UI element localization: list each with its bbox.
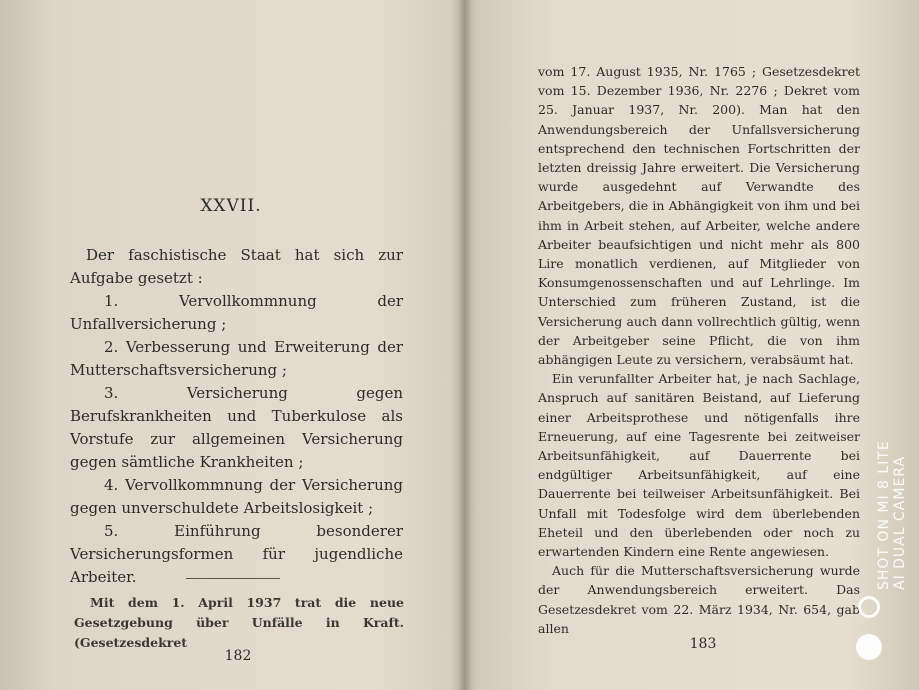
chapter-heading: XXVII. xyxy=(200,196,262,216)
camera-dot-icon xyxy=(856,634,882,660)
list-item: 1. Vervollkommnung der Unfallversicherung ; xyxy=(70,292,403,333)
list-item: 5. Einführung besonderer Versicherungsformen für jugendliche Arbeiter. xyxy=(70,522,403,586)
body-paragraph: vom 17. August 1935, Nr. 1765 ; Gesetzesdekret vom 15. Dezember 1936, Nr. 2276 ; Dekret vom 25. Januar 1937, Nr. 200). Man hat den Anwendungsbereich der Unfallsversicherung entsprechend den technischen Fortschritten der letzten dreissig Jahre erweitert. Die Versicherung wurde ausgedehnt auf Verwandte des Arbeitgebers, die in Abhängigkeit von ihm und bei ihm in Arbeit stehen, auf Arbeiter, welche andere Arbeiter beaufsichtigen und nicht mehr als 800 Lire monatlich verdienen, auf Mitglieder von Konsumgenossenschaften und auf Lehrlinge. Im Unterschied zum früheren Zustand, ist die Versicherung auch dann vollrechtlich gültig, wenn der Arbeitgeber seine Pflicht, die von ihm abhängigen Leute zu versichern, verabsäumt hat. xyxy=(538,64,860,368)
camera-ring-icon xyxy=(858,596,880,618)
camera-watermark xyxy=(848,430,908,660)
list-item: 3. Versicherung gegen Berufskrankheiten und Tuberkulose als Vorstufe zur allgemeinen Versicherung gegen sämtliche Krankheiten ; xyxy=(70,384,403,471)
body-paragraph: Auch für die Mutterschaftsversicherung wurde der Anwendungsbereich erweitert. Das Gesetzesdekret vom 22. März 1934, Nr. 654, gab allen xyxy=(538,563,860,636)
footnote: Mit dem 1. April 1937 trat die neue Gesetzgebung über Unfälle in Kraft. (Gesetzesdekret xyxy=(74,595,404,650)
body-paragraph: Ein verunfallter Arbeiter hat, je nach Sachlage, Anspruch auf sanitären Beistand, auf Lieferung einer Arbeitsprothese und nötigenfalls ihre Erneuerung, auf eine Tagesrente bei zeitweiser Arbeitsunfähigkeit, auf Dauerrente bei endgültiger Arbeitsunfähigkeit, auf eine Dauerrente bei teilweiser Arbeitsunfähigkeit. Bei Unfall mit Todesfolge wird dem überlebenden Eheteil und den überlebenden oder noch zu erwartenden Kindern eine Rente angewiesen. xyxy=(538,371,860,560)
page-number-left: 182 xyxy=(224,648,252,664)
page-number-right: 183 xyxy=(689,636,717,652)
intro-paragraph: Der faschistische Staat hat sich zur Aufgabe gesetzt : xyxy=(70,246,403,287)
left-page-body xyxy=(70,244,403,589)
watermark-line-2: AI DUAL CAMERA xyxy=(892,455,908,590)
list-item: 4. Vervollkommnung der Versicherung gegen unverschuldete Arbeitslosigkeit ; xyxy=(70,476,403,517)
right-page-body xyxy=(538,62,860,638)
footnote-divider xyxy=(186,578,280,579)
watermark-text xyxy=(876,440,908,590)
list-item: 2. Verbesserung und Erweiterung der Mutterschaftsversicherung ; xyxy=(70,338,403,379)
watermark-line-1: SHOT ON MI 8 LITE xyxy=(876,440,892,590)
